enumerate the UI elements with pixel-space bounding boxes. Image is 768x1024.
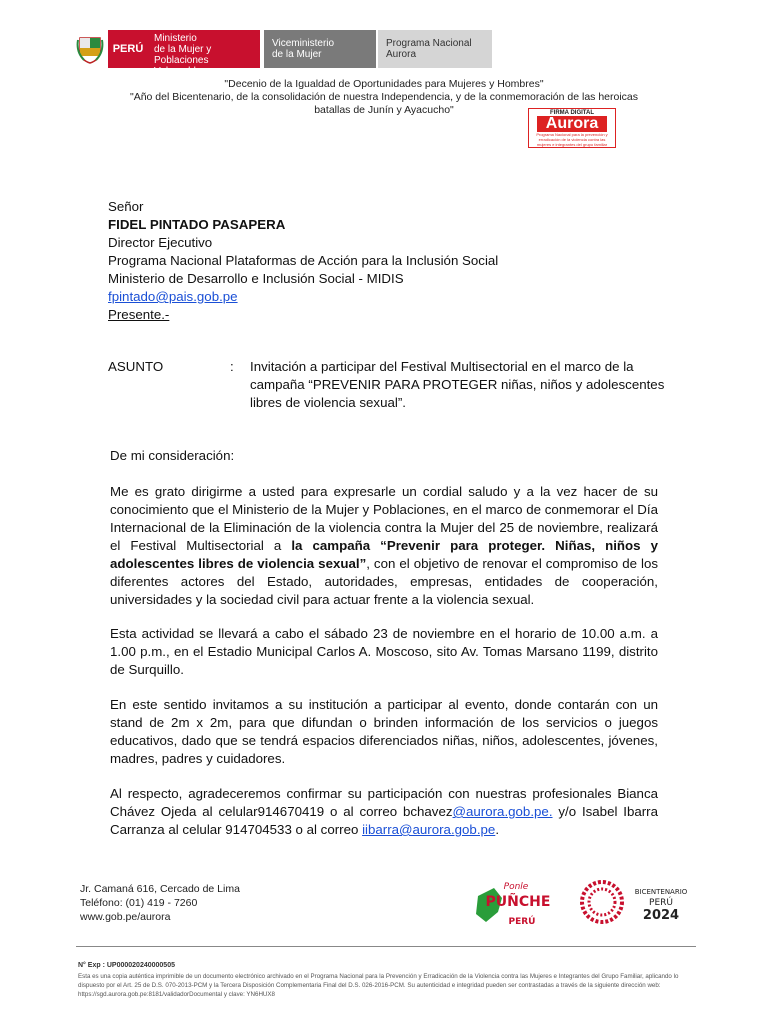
viceministry-logo: Viceministerio de la Mujer: [264, 30, 376, 68]
decenio-text: "Decenio de la Igualdad de Oportunidades para Mujeres y Hombres" "Año del Bicentenario, de la consolidación de nuestra Independencia, y de la conmemoración de las heroicas batallas de Junín y Ayacucho": [129, 78, 639, 116]
program-logo: Programa Nacional Aurora: [378, 30, 492, 68]
peru-coat-of-arms-icon: [76, 34, 104, 64]
footer-divider: [76, 946, 696, 947]
asunto-label: ASUNTO: [108, 359, 164, 374]
punche-text: PUÑCHE: [485, 894, 551, 910]
ponle-punche-peru-logo: [472, 878, 552, 930]
bicentenario-logo: [580, 878, 700, 928]
recipient-ministry: Ministerio de Desarrollo e Inclusión Social - MIDIS: [108, 271, 404, 286]
expediente-number: N° Exp : UP000020240000505: [78, 962, 175, 969]
digital-signature-stamp: FIRMA DIGITAL Aurora Programa Nacional para la prevención y erradicación de la violencia contra las mujeres e integrantes del grupo familiar: [528, 108, 616, 148]
legal-notice: Esta es una copia auténtica imprimible de un documento electrónico archivado en el Programa Nacional para la Prevención y Erradicación de la Violencia contra las Mujeres e Integrantes del Grupo Familiar, aplicando lo dispuesto por el Art. 25 de D.S. 070-2013-PCM y la Tercera Disposición Complementaria Final del D.S. 026-2016-PCM. Su autenticidad e integridad pueden ser contrastadas a través de la siguiente dirección web: https://sgd.aurora.gob.pe:8181/validadorDocumental y clave: YN6HUX8: [78, 973, 679, 998]
bicentenario-peru-text: PERÚ: [649, 898, 673, 908]
recipient-role: Director Ejecutivo: [108, 235, 213, 250]
greeting: De mi consideración:: [110, 448, 235, 463]
paragraph-3: En este sentido invitamos a su institución a participar al evento, donde contarán con un stand de 2m x 2m, para que difundan o brinden información de los servicios o juegos educativos, dado que se tendrá espacios diferenciados niñas, niños, adolescentes, jóvenes, madres, padres y cuidadores.: [110, 697, 658, 766]
paragraph-4: Al respecto, agradeceremos confirmar su participación con nuestras profesionales Bianca Chávez Ojeda al celular914670419 o al correo bchavez@aurora.gob.pe. y/o Isabel Ibarra Carranza al celular 914704533 o al correo iibarra@aurora.gob.pe.: [110, 786, 658, 837]
asunto-text: Invitación a participar del Festival Multisectorial en el marco de la campaña “PREVENIR PARA PROTEGER niñas, niños y adolescentes libres de violencia sexual”.: [250, 359, 665, 410]
bchavez-email-link[interactable]: @aurora.gob.pe.: [452, 804, 553, 819]
presente-text: Presente.-: [108, 307, 170, 322]
ministry-logo: Ministerio de la Mujer y Poblaciones Vulnerables: [148, 30, 260, 68]
recipient-block: [108, 198, 498, 324]
recipient-program: Programa Nacional Plataformas de Acción para la Inclusión Social: [108, 253, 499, 268]
paragraph-2: Esta actividad se llevará a cabo el sábado 23 de noviembre en el horario de 10.00 a.m. a 1.00 p.m., en el Estadio Municipal Carlos A. Moscoso, sito Av. Tomas Marsano 1199, distrito de Surquillo.: [110, 626, 658, 677]
iibarra-email-link[interactable]: iibarra@aurora.gob.pe: [362, 822, 496, 837]
asunto-colon: :: [230, 359, 234, 374]
recipient-email-link[interactable]: fpintado@pais.gob.pe: [108, 289, 238, 304]
ponle-text: Ponle: [503, 882, 529, 892]
bicentenario-text: BICENTENARIO: [634, 888, 688, 896]
paragraph-1: Me es grato dirigirme a usted para expresarle un cordial saludo y a la vez hacer de su conocimiento que el Ministerio de la Mujer y Poblaciones, en el marco de conmemorar el Día Internacional de la Eliminación de la violencia contra la Mujer del 25 de noviembre, realizará el Festival Multisectorial a la campaña “Prevenir para proteger. Niñas, niños y adolescentes libres de violencia sexual”, con el objetivo de renovar el compromiso de los diferentes actores del Estado, autoridades, empresas, entidades de cooperación, universidades y la sociedad civil para actuar frente a la violencia sexual.: [110, 484, 659, 607]
bicentenario-year-text: 2024: [642, 908, 680, 923]
peru-logo: PERÚ: [108, 30, 148, 68]
salutation: Señor: [108, 199, 144, 214]
recipient-name: FIDEL PINTADO PASAPERA: [108, 217, 286, 232]
footer-address: Jr. Camaná 616, Cercado de Lima Teléfono: (01) 419 - 7260 www.gob.pe/aurora: [80, 883, 240, 923]
peru-text: PERÚ: [508, 917, 536, 927]
